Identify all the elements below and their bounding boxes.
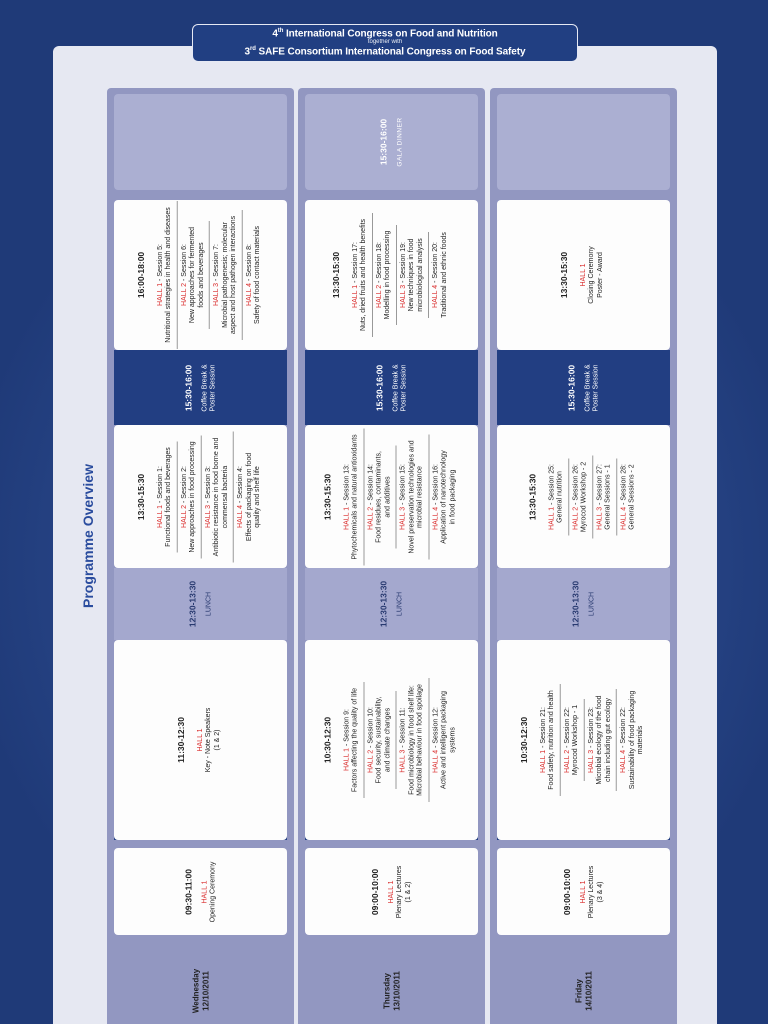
session-topic: microbial resistance	[416, 465, 423, 528]
session-time: 09:00-10:00	[561, 868, 572, 915]
session-heading	[619, 707, 628, 773]
day-name: Wednesday	[191, 968, 200, 1014]
session-heading	[595, 464, 604, 530]
banner-line-3: 3rd SAFE Consortium International Congress on Food Safety	[244, 46, 526, 58]
session-number: - Session 12:	[431, 707, 439, 750]
session-group	[568, 455, 592, 537]
session-heading	[351, 242, 360, 308]
session-heading	[196, 728, 205, 751]
hall-label: HALL 3	[586, 749, 594, 773]
b2-content	[375, 354, 409, 421]
session-topic: Food security, sustainability,	[375, 696, 382, 784]
session-number: - Session 7:	[212, 244, 220, 283]
session-topic: Food residues, contaminants,	[375, 450, 382, 543]
day-name: Friday	[574, 978, 583, 1004]
b2-cell	[305, 350, 478, 425]
b2-content	[184, 354, 218, 421]
session-topic: Food microbiology in food shelf life:	[407, 685, 415, 795]
s2-content	[519, 644, 648, 836]
session-heading	[212, 244, 221, 306]
day-column-thursday	[298, 88, 485, 1024]
session-group	[429, 226, 452, 324]
session-time: 12:30-13:30	[378, 580, 388, 628]
session-group	[616, 685, 648, 795]
session-topic: Closing Ceremony	[587, 246, 595, 304]
session-heading	[343, 464, 352, 530]
session-number: - Session 27:	[595, 463, 603, 507]
session-topic: aspect and host pathogen interactions	[229, 215, 237, 335]
session-topic: Novel preservation technologies and	[407, 439, 415, 554]
hall-label: HALL 3	[399, 284, 406, 308]
session-topic: Nuts, dried fruits and health benefits	[359, 218, 367, 332]
session-topic: Sustainability of food packaging	[627, 690, 635, 790]
session-topic: foods and beverages	[196, 242, 204, 308]
session-number: - Session 19:	[399, 242, 406, 285]
session-topic: Safety of food contact materials	[253, 225, 261, 325]
session-topic: Functional foods and beverages	[164, 446, 172, 547]
session-topic: Nutritional strategies in health and diseases	[164, 207, 172, 343]
s3-content	[136, 429, 265, 564]
session-heading	[571, 464, 580, 530]
hall-label: HALL 4	[244, 282, 252, 307]
session-topic: Myrocod Workshop - 1	[571, 704, 579, 776]
day-label-text	[574, 971, 593, 1011]
session-text: (1 & 2)	[404, 881, 411, 903]
session-number: - Session 25:	[547, 463, 555, 507]
b2-cell	[114, 350, 287, 425]
session-group	[396, 232, 429, 318]
session-heading	[245, 244, 254, 306]
session-heading	[539, 707, 548, 773]
session-topic: New techniques in food	[407, 238, 415, 312]
session-number: - Session 23:	[586, 707, 594, 750]
session-time: 12:30-13:30	[187, 580, 197, 628]
session-topic: Active and intelligent packaging	[440, 690, 447, 790]
session-text: Poster Session	[591, 363, 599, 412]
hall-label: HALL 4	[431, 506, 439, 530]
session-topic: Factors affecting the quality of life	[351, 687, 358, 793]
hall-label: HALL 2	[179, 282, 187, 307]
session-group	[396, 434, 429, 559]
session-topic: materials	[636, 725, 644, 755]
session-topic: Key - Note Speakers	[204, 707, 212, 773]
gala-dinner-label: GALA DINNER	[395, 117, 403, 167]
session-group	[242, 220, 265, 330]
hall-label: HALL 3	[399, 749, 406, 773]
session-group	[153, 441, 177, 553]
lunch-content	[379, 572, 404, 636]
page-title: Programme Overview	[80, 464, 96, 608]
session-topic: Microbial ecology of the food	[595, 695, 603, 785]
hall-label: HALL 4	[431, 749, 439, 773]
session-group	[348, 213, 372, 337]
session-group	[209, 210, 242, 340]
session-time: 15:30-16:00	[373, 364, 384, 411]
session-topic: Traditional and ethnic foods	[440, 232, 447, 318]
s1-cell	[305, 848, 478, 935]
s3-cell	[497, 425, 670, 568]
s4-content	[332, 204, 452, 346]
session-heading	[367, 707, 376, 773]
session-text: Plenary Lectures	[395, 865, 403, 918]
session-number: - Session 15:	[399, 463, 406, 507]
day-column-friday	[490, 88, 677, 1024]
hall-label: HALL 1	[342, 747, 350, 772]
hall-label: HALL 3	[595, 506, 603, 530]
session-time: 16:00-18:00	[135, 251, 146, 299]
session-group	[429, 685, 461, 795]
hall-label: HALL 1	[547, 506, 555, 530]
session-heading	[156, 244, 165, 306]
session-text: Coffee Break &	[583, 363, 591, 412]
hall-label: HALL 1	[538, 749, 546, 773]
session-heading	[563, 707, 572, 773]
lunch-label: LUNCH	[587, 591, 595, 617]
session-heading	[432, 242, 441, 308]
session-time: 12:30-13:30	[570, 580, 580, 628]
session-heading	[432, 464, 441, 530]
hall-label: HALL 2	[179, 504, 187, 528]
s1-cell	[497, 848, 670, 935]
s2-cell	[497, 640, 670, 840]
hall-label: HALL 2	[375, 284, 382, 308]
session-time: 10:30-12:30	[322, 716, 332, 764]
s2-cell	[114, 640, 287, 840]
day-date: 14/10/2011	[583, 971, 593, 1011]
session-heading	[587, 707, 596, 773]
session-topic: Food safety, nutrition and health	[547, 690, 555, 790]
hall-label: HALL 1	[351, 284, 358, 308]
session-group	[340, 682, 364, 798]
session-number: - Session 5:	[155, 243, 163, 283]
s3-content	[323, 429, 460, 564]
hall-label: HALL 2	[366, 749, 374, 773]
session-topic: General Sessions - 1	[603, 463, 611, 530]
session-time: 13:30-15:30	[330, 251, 341, 299]
banner-line-1: 4th International Congress on Food and Nutrition	[272, 28, 498, 40]
session-topic: microbiological analysis	[416, 238, 423, 312]
session-heading	[204, 466, 213, 528]
session-text: Poster Session	[208, 363, 216, 412]
session-heading	[180, 466, 189, 528]
s3-cell	[305, 425, 478, 568]
session-topic: (1 & 2)	[213, 729, 220, 751]
session-time: 15:30-16:00	[565, 364, 576, 411]
session-topic: Modelling in food processing	[383, 230, 391, 320]
evening-cell	[114, 94, 287, 190]
session-heading	[399, 464, 408, 530]
session-topic: Poster - Award	[596, 252, 603, 298]
session-group	[340, 428, 364, 565]
session-group	[177, 435, 201, 558]
hall-label: HALL 1	[579, 879, 586, 904]
session-number: - Session 14:	[366, 463, 374, 507]
session-topic: Application of nanotechnology	[440, 449, 447, 544]
session-number: - Session 4:	[236, 465, 244, 505]
session-group	[592, 458, 616, 536]
session-text: Coffee Break &	[391, 363, 399, 412]
hall-label: HALL 2	[562, 749, 570, 773]
session-heading	[399, 707, 408, 772]
session-number: - Session 21:	[538, 707, 546, 750]
session-group	[153, 201, 177, 348]
session-topic: Myrocod Workshop - 2	[579, 461, 587, 532]
session-text: Poster Session	[399, 363, 407, 412]
session-text: Opening Ceremony	[208, 861, 216, 922]
session-heading	[180, 244, 189, 306]
congress-banner	[192, 24, 578, 62]
day-date: 12/10/2011	[200, 971, 210, 1011]
session-heading	[432, 707, 441, 773]
session-heading	[343, 709, 352, 771]
session-time: 15:30-16:00	[182, 364, 193, 411]
session-number: - Session 18:	[375, 242, 382, 285]
hall-label: HALL 1	[155, 282, 163, 306]
session-number: - Session 11:	[399, 707, 406, 750]
hall-label: HALL 1	[155, 504, 163, 528]
session-group	[364, 691, 397, 790]
hall-label: HALL 4	[619, 749, 627, 773]
session-group	[536, 684, 560, 796]
session-number: - Session 13:	[342, 463, 350, 507]
lunch-cell	[114, 568, 287, 640]
evening-content	[379, 98, 404, 186]
session-number: - Session 17:	[351, 242, 358, 285]
session-number: - Session 16:	[431, 463, 439, 507]
session-number: - Session 26:	[571, 463, 579, 507]
hall-label: HALL 3	[399, 506, 406, 530]
s4-cell	[114, 200, 287, 350]
s4-content	[136, 204, 265, 346]
session-topic: Effects of packaging on food	[244, 452, 252, 541]
session-group	[576, 240, 608, 310]
session-heading	[579, 263, 588, 286]
session-time: 13:30-15:30	[322, 473, 332, 520]
s2-cell	[305, 640, 478, 840]
session-topic: General nutrition	[555, 470, 563, 523]
session-topic: and additives	[383, 475, 391, 518]
s1-cell	[114, 848, 287, 935]
session-heading	[367, 464, 376, 530]
session-number: - Session 9:	[342, 709, 350, 748]
session-topic: New approaches in food processing	[188, 440, 196, 553]
lunch-cell	[305, 568, 478, 640]
s2-content	[323, 644, 460, 836]
day-label-text	[382, 971, 401, 1011]
session-text: (3 & 4)	[596, 881, 603, 903]
session-group	[364, 445, 397, 549]
day-date: 13/10/2011	[391, 971, 401, 1011]
session-heading	[547, 464, 556, 530]
hall-label: HALL 4	[236, 504, 244, 528]
banner-line-2: together with	[367, 39, 403, 46]
session-topic: Antibiotic resistance in food borne and	[212, 437, 220, 556]
b2-content	[567, 354, 601, 421]
session-time: 09:30-11:00	[182, 868, 193, 915]
session-topic: commensal bacteria	[220, 465, 228, 528]
session-number: - Session 10:	[366, 707, 374, 750]
day-column-wednesday	[107, 88, 294, 1024]
session-time: 10:30-12:30	[518, 716, 529, 764]
session-topic: in food packaging	[448, 469, 456, 524]
session-group	[177, 221, 210, 329]
s3-cell	[114, 425, 287, 568]
session-time: 13:30-15:30	[526, 473, 537, 520]
hall-label: HALL 1	[200, 879, 208, 904]
session-topic: New approaches for fermented	[188, 226, 196, 324]
session-heading	[619, 464, 628, 530]
session-group	[233, 446, 265, 546]
s4-cell	[497, 200, 670, 350]
session-group	[544, 458, 568, 536]
hall-label: HALL 1	[342, 506, 350, 530]
hall-label: HALL 3	[212, 282, 220, 307]
session-number: - Session 3:	[203, 465, 211, 505]
session-heading	[236, 466, 245, 528]
session-number: - Session 22:	[562, 707, 570, 750]
session-topic: General Sessions - 2	[627, 463, 635, 530]
session-topic: systems	[448, 727, 456, 753]
lunch-content	[188, 572, 213, 636]
session-number: - Session 28:	[619, 463, 627, 507]
session-topic: Microbial pathogenesis; molecular	[220, 222, 228, 328]
session-heading	[375, 242, 384, 308]
hall-label: HALL 1	[579, 263, 586, 287]
session-group	[429, 444, 461, 549]
session-time: 11:30-12:30	[175, 717, 186, 763]
session-heading	[399, 242, 408, 308]
s4-content	[560, 204, 608, 346]
hall-label: HALL 4	[619, 506, 627, 530]
lunch-content	[571, 572, 596, 636]
hall-label: HALL 4	[431, 284, 439, 308]
session-time: 13:30-15:30	[135, 473, 146, 520]
session-topic: chain including gut ecology	[603, 697, 611, 783]
lunch-label: LUNCH	[395, 591, 403, 617]
session-group	[372, 225, 396, 326]
session-number: - Session 6:	[179, 244, 187, 283]
session-number: - Session 2:	[179, 465, 187, 505]
session-number: - Session 1:	[155, 465, 163, 505]
session-group	[193, 702, 225, 779]
session-time: 13:30-15:30	[558, 251, 569, 299]
session-time: 09:00-10:00	[369, 868, 380, 915]
session-topic: Microbial behaviour in food spoilage	[416, 684, 423, 796]
session-group	[584, 689, 617, 790]
hall-label: HALL 1	[196, 728, 203, 752]
s4-cell	[305, 200, 478, 350]
session-topic: Phytochemicals and natural antioxidants	[351, 433, 358, 560]
b2-cell	[497, 350, 670, 425]
session-topic: and climate changes	[383, 707, 391, 773]
session-group	[560, 699, 584, 781]
session-topic: quality and shelf life	[253, 465, 261, 528]
evening-cell	[497, 94, 670, 190]
s2-content	[177, 644, 225, 836]
evening-cell	[305, 94, 478, 190]
lunch-label: LUNCH	[204, 591, 212, 617]
session-text: Plenary Lectures	[587, 865, 595, 918]
hall-label: HALL 1	[387, 879, 394, 904]
session-number: - Session 20:	[431, 242, 439, 285]
session-group	[396, 678, 429, 802]
session-number: - Session 22:	[619, 707, 627, 750]
hall-label: HALL 2	[366, 506, 374, 530]
hall-label: HALL 2	[571, 506, 579, 530]
session-group	[201, 431, 234, 562]
session-number: - Session 8:	[244, 244, 252, 283]
session-group	[616, 458, 639, 536]
session-text: Coffee Break &	[200, 363, 208, 412]
session-time: 15:30-16:00	[378, 118, 388, 166]
s3-content	[528, 429, 640, 564]
lunch-cell	[497, 568, 670, 640]
session-heading	[156, 466, 165, 528]
hall-label: HALL 3	[203, 504, 211, 528]
day-name: Thursday	[382, 972, 391, 1010]
